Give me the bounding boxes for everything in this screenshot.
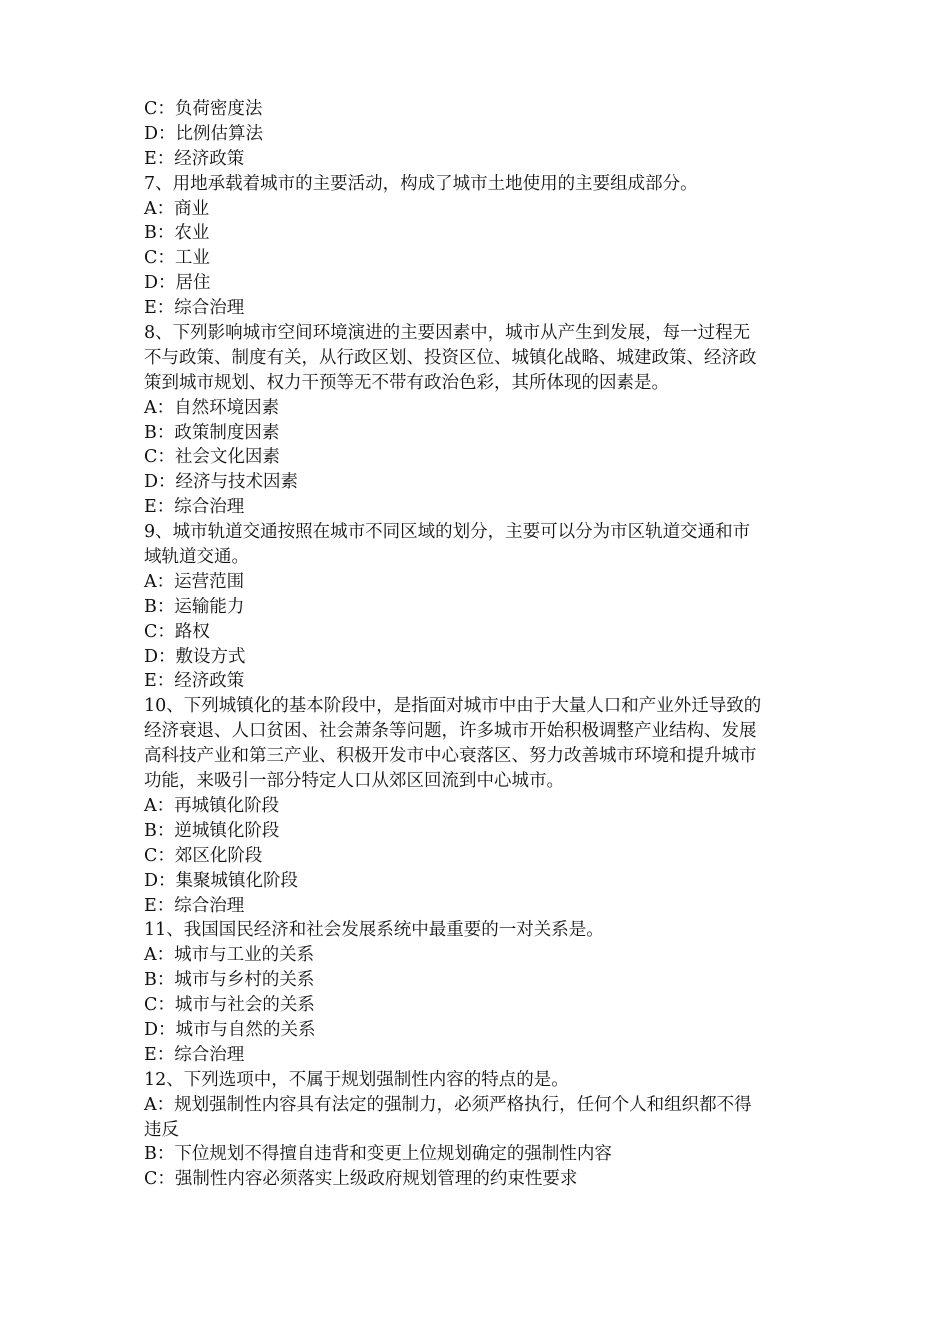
q9-option-d: D：敷设方式 xyxy=(144,646,246,667)
q10-option-a: A：再城镇化阶段 xyxy=(144,795,280,816)
document-page xyxy=(144,97,824,1192)
q11-option-e: E：综合治理 xyxy=(144,1044,245,1065)
question-9-line-1: 9、城市轨道交通按照在城市不同区域的划分，主要可以分为市区轨道交通和市 xyxy=(144,522,751,543)
q10-option-b: B：逆城镇化阶段 xyxy=(144,820,280,841)
q12-option-a-line-2: 违反 xyxy=(144,1119,179,1140)
q11-option-a: A：城市与工业的关系 xyxy=(144,945,315,966)
q10-option-e: E：综合治理 xyxy=(144,895,245,916)
q7-option-a: A：商业 xyxy=(144,198,210,219)
q11-option-b: B：城市与乡村的关系 xyxy=(144,970,315,991)
question-9-line-2: 域轨道交通。 xyxy=(144,547,249,568)
q12-option-c: C：强制性内容必须落实上级政府规划管理的约束性要求 xyxy=(144,1169,578,1190)
q9-option-a: A：运营范围 xyxy=(144,571,245,592)
option-e-line: E：经济政策 xyxy=(144,148,245,169)
q9-option-e: E：经济政策 xyxy=(144,671,245,692)
q7-option-c: C：工业 xyxy=(144,248,210,269)
q9-option-c: C：路权 xyxy=(144,621,210,642)
q12-option-b: B：下位规划不得擅自违背和变更上位规划确定的强制性内容 xyxy=(144,1144,612,1165)
q7-option-e: E：综合治理 xyxy=(144,298,245,319)
q10-option-c: C：郊区化阶段 xyxy=(144,845,263,866)
question-10-line-4: 功能，来吸引一部分特定人口从郊区回流到中心城市。 xyxy=(144,771,564,792)
q9-option-b: B：运输能力 xyxy=(144,596,245,617)
option-d-line: D：比例估算法 xyxy=(144,123,264,144)
q11-option-d: D：城市与自然的关系 xyxy=(144,1019,316,1040)
q8-option-d: D：经济与技术因素 xyxy=(144,472,299,493)
question-10-line-3: 高科技产业和第三产业、积极开发市中心衰落区、努力改善城市环境和提升城市 xyxy=(144,746,757,767)
question-12: 12、下列选项中，不属于规划强制性内容的特点的是。 xyxy=(144,1069,569,1090)
q7-option-d: D：居住 xyxy=(144,273,211,294)
question-8-line-3: 策到城市规划、权力干预等无不带有政治色彩，其所体现的因素是。 xyxy=(144,372,669,393)
question-8-line-1: 8、下列影响城市空间环境演进的主要因素中，城市从产生到发展，每一过程无 xyxy=(144,323,751,344)
question-11: 11、我国国民经济和社会发展系统中最重要的一对关系是。 xyxy=(144,920,604,941)
question-10-line-2: 经济衰退、人口贫困、社会萧条等问题，许多城市开始积极调整产业结构、发展 xyxy=(144,721,757,742)
q8-option-a: A：自然环境因素 xyxy=(144,397,280,418)
question-8-line-2: 不与政策、制度有关，从行政区划、投资区位、城镇化战略、城建政策、经济政 xyxy=(144,347,757,368)
q10-option-d: D：集聚城镇化阶段 xyxy=(144,870,299,891)
question-10-line-1: 10、下列城镇化的基本阶段中，是指面对城市中由于大量人口和产业外迁导致的 xyxy=(144,696,762,717)
option-c-line: C：负荷密度法 xyxy=(144,99,263,119)
q12-option-a-line-1: A：规划强制性内容具有法定的强制力，必须严格执行，任何个人和组织都不得 xyxy=(144,1094,752,1115)
q8-option-e: E：综合治理 xyxy=(144,497,245,518)
q8-option-b: B：政策制度因素 xyxy=(144,422,280,443)
question-7: 7、用地承载着城市的主要活动，构成了城市土地使用的主要组成部分。 xyxy=(144,173,698,194)
q7-option-b: B：农业 xyxy=(144,223,210,244)
q11-option-c: C：城市与社会的关系 xyxy=(144,995,315,1016)
q8-option-c: C：社会文化因素 xyxy=(144,447,280,468)
